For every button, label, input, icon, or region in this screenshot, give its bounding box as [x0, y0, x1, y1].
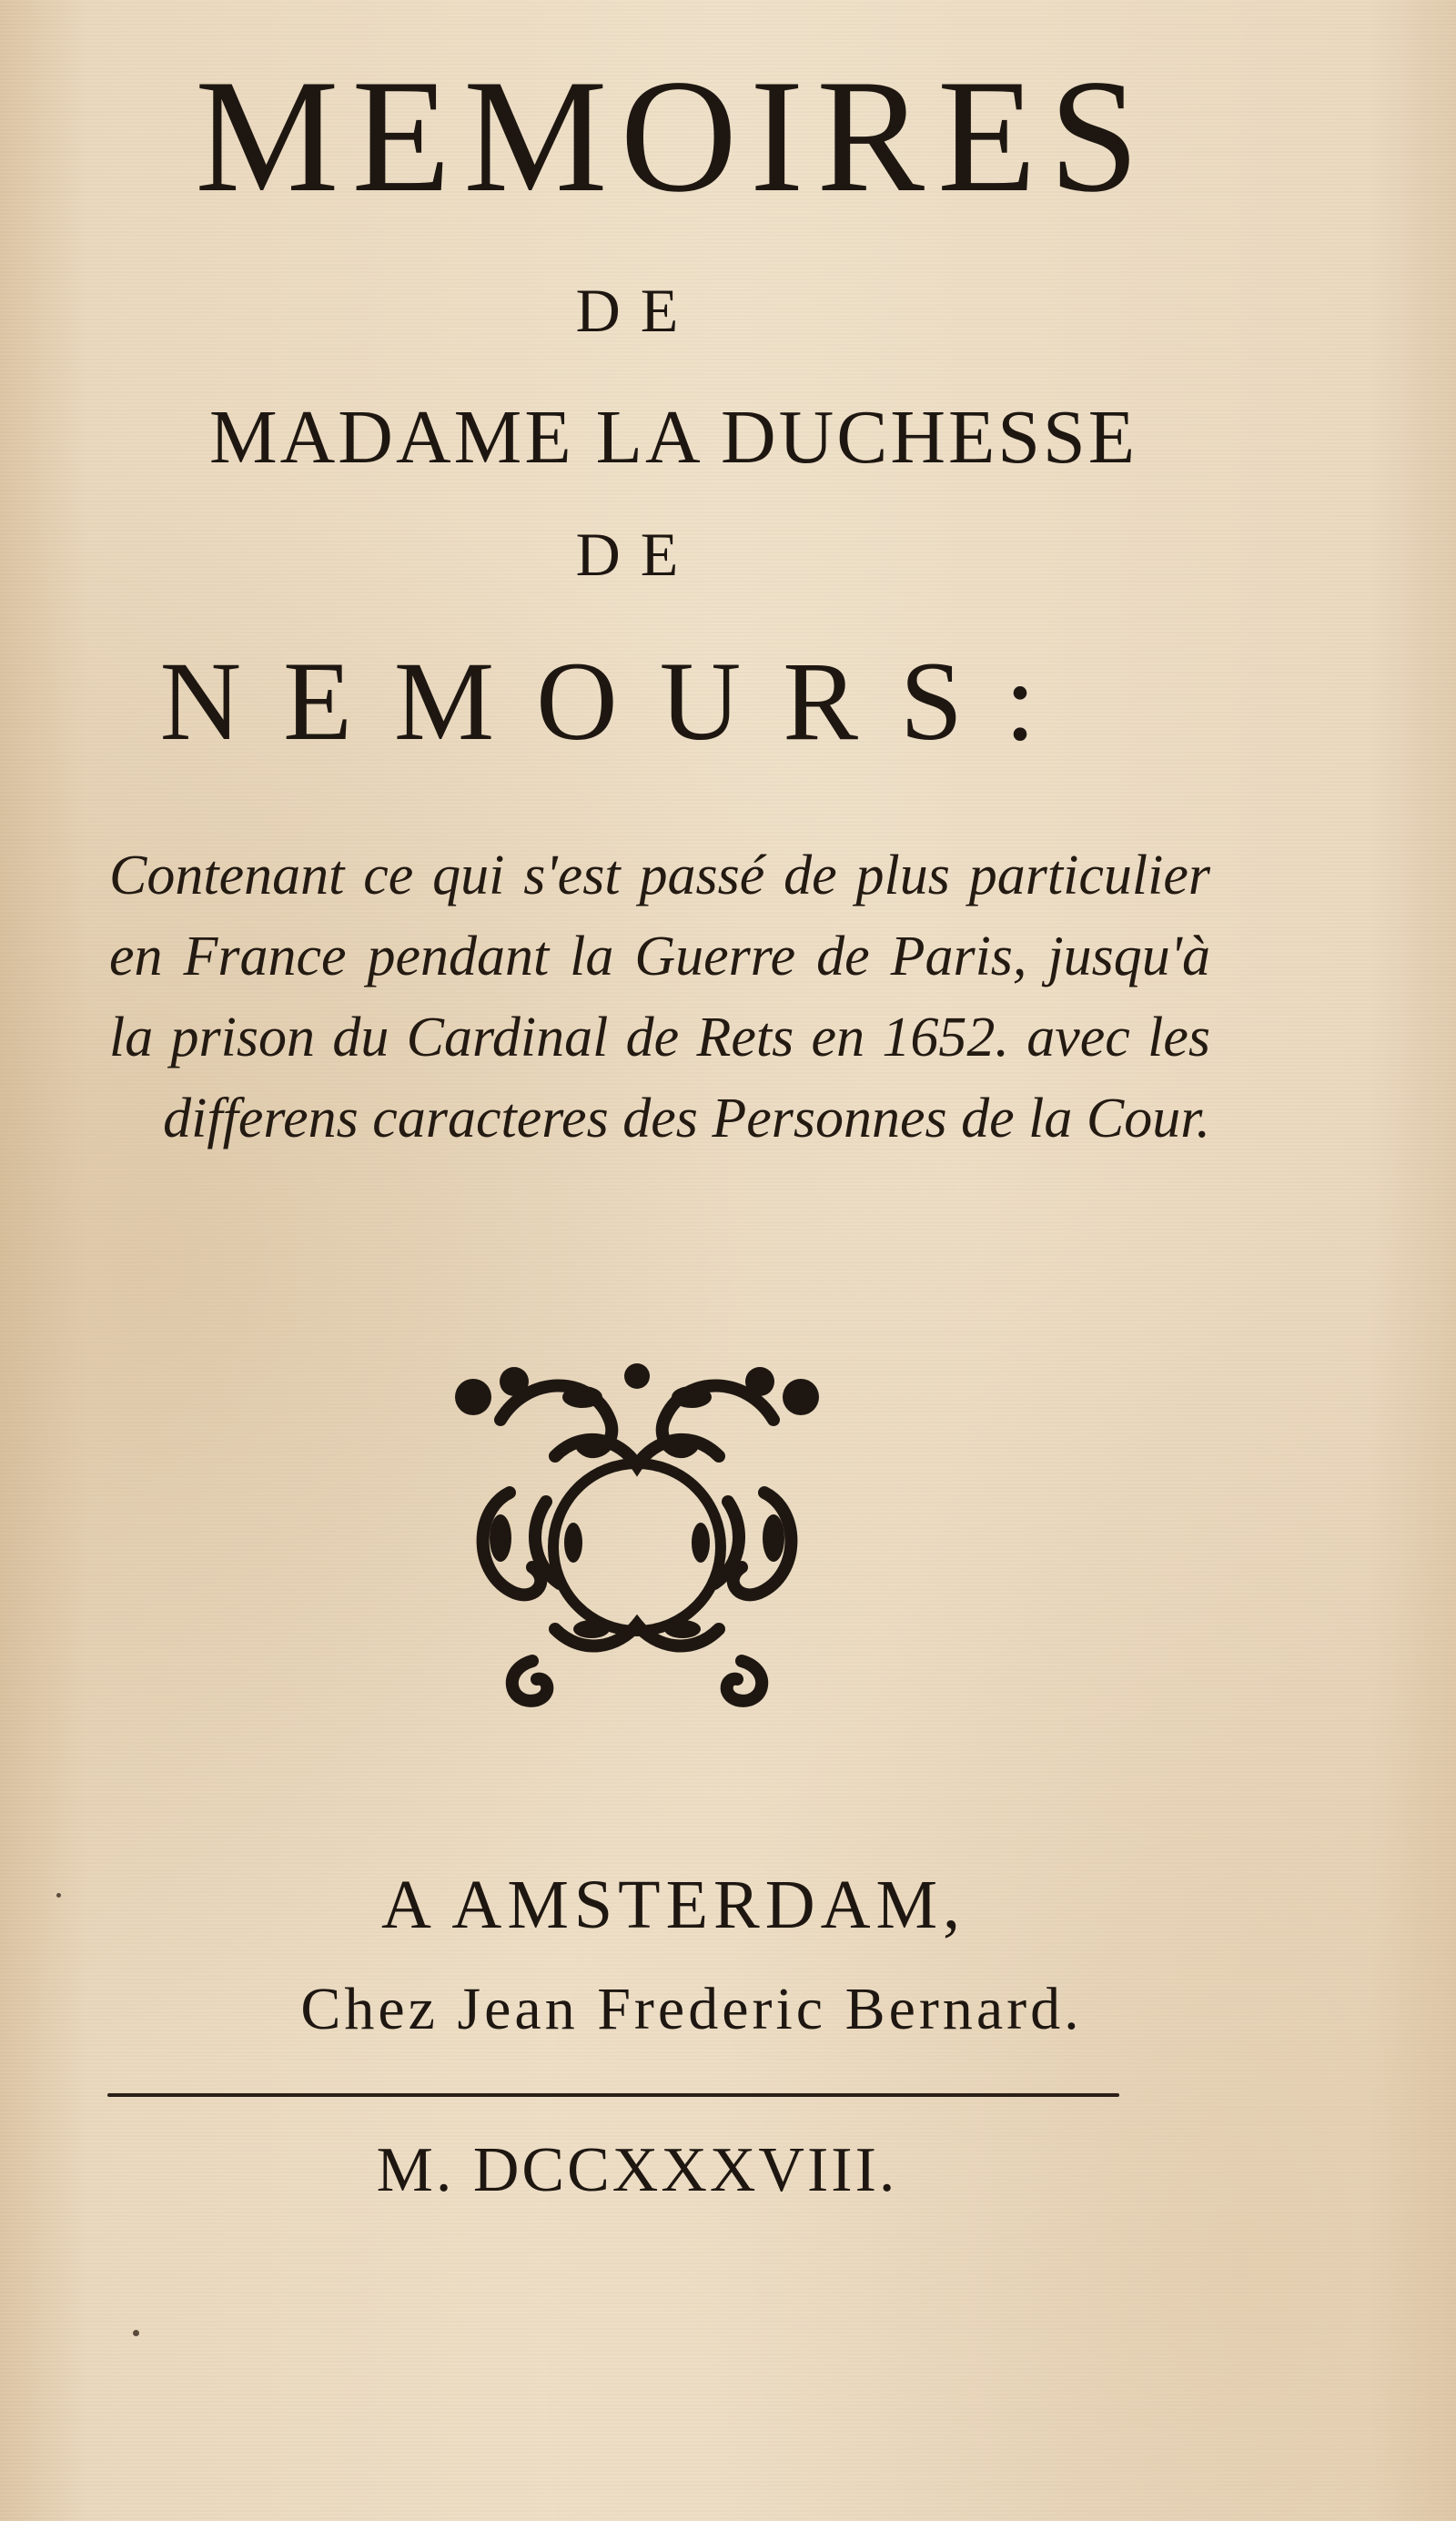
imprint-divider-rule	[107, 2093, 1119, 2097]
imprint-city: A AMSTERDAM,	[380, 1867, 966, 1943]
title-connector-de-2: DE	[575, 520, 699, 589]
paper-speck	[56, 1893, 61, 1898]
book-subtitle: MADAME LA DUCHESSE	[208, 395, 1138, 480]
floral-printers-ornament-icon	[446, 1356, 828, 1711]
imprint-printer: Chez Jean Frederic Bernard.	[300, 1976, 1083, 2042]
title-connector-de-1: DE	[575, 276, 699, 345]
book-description: Contenant ce qui s'est passé de plus particulier en France pendant la Guerre de Paris, jusqu'à la prison du Cardinal de Rets en 1652. avec les differens caracteres des Personnes de la Cour.	[109, 845, 1210, 1149]
author-name: NEMOURS:	[159, 639, 1078, 764]
book-title: MEMOIRES	[195, 46, 1152, 226]
paper-speck	[133, 2330, 139, 2336]
imprint-date: M. DCCXXXVIII.	[376, 2135, 898, 2205]
